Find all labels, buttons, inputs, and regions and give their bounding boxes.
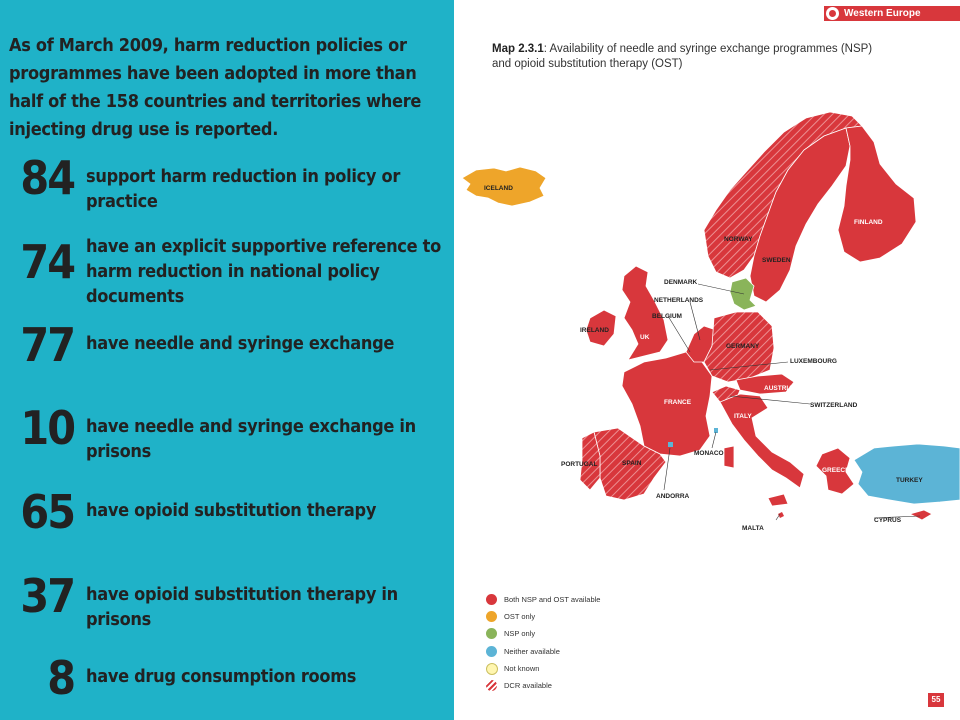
report-page [454, 0, 960, 720]
label-spain: SPAIN [622, 460, 642, 467]
stat-number: 8 [47, 651, 74, 705]
legend-label: OST only [504, 612, 536, 622]
label-switzerland: SWITZERLAND [810, 402, 858, 409]
page-number: 55 [928, 693, 944, 707]
label-denmark: DENMARK [664, 279, 698, 286]
legend-item [484, 644, 684, 661]
map-title-text: : Availability of needle and syringe exchange programmes (NSP) and opioid substitution therapy (OST) [492, 43, 873, 70]
stat-text: have an explicit supportive reference to harm reduction in national policy documents [86, 236, 441, 307]
label-belgium: BELGIUM [652, 313, 682, 320]
stat-row [0, 152, 454, 212]
label-netherlands: NETHERLANDS [654, 297, 704, 304]
intro-text: As of March 2009, harm reduction policies or programmes have been adopted in more than half of the 158 countries and territories where injecting drug use is reported. [9, 35, 422, 140]
legend-swatch-dcr [486, 680, 497, 691]
label-monaco: MONACO [694, 450, 724, 457]
country-turkey [854, 444, 960, 504]
island-sardinia [724, 446, 734, 468]
legend-item [484, 592, 684, 609]
label-finland: FINLAND [854, 219, 883, 226]
stat-row [0, 652, 454, 712]
label-france: FRANCE [664, 399, 692, 406]
stat-number: 84 [20, 151, 74, 205]
stat-number: 77 [20, 318, 74, 372]
stat-row [0, 570, 454, 630]
stat-text: have opioid substitution therapy [86, 500, 377, 521]
stat-text: have needle and syringe exchange in prisons [86, 416, 416, 462]
label-italy: ITALY [734, 413, 752, 420]
stat-number: 65 [20, 485, 74, 539]
country-cyprus [910, 510, 932, 520]
stat-row [0, 319, 454, 379]
stat-number: 37 [20, 569, 74, 623]
stat-row [0, 486, 454, 546]
legend-item [484, 626, 684, 643]
label-ireland: IRELAND [580, 327, 609, 334]
stat-number: 74 [20, 235, 74, 289]
legend-swatch-neither [486, 646, 497, 657]
legend-swatch-unknown [486, 663, 498, 675]
stat-text: have opioid substitution therapy in prisons [86, 584, 398, 630]
legend-label: Both NSP and OST available [504, 595, 601, 604]
stat-row [0, 234, 454, 307]
label-germany: GERMANY [726, 343, 760, 350]
label-luxembourg: LUXEMBOURG [790, 358, 837, 365]
legend-swatch-both [486, 594, 497, 605]
label-iceland: ICELAND [484, 185, 513, 192]
stat-number: 10 [20, 401, 74, 455]
left-panel [0, 0, 454, 720]
section-label: Western Europe [844, 8, 921, 19]
label-malta: MALTA [742, 525, 764, 532]
legend-label: Neither available [504, 646, 560, 656]
legend-item [484, 678, 684, 695]
country-malta [778, 512, 784, 518]
legend-swatch-nsp [486, 628, 497, 639]
country-andorra [668, 442, 673, 447]
label-andorra: ANDORRA [656, 493, 690, 500]
map-legend [484, 592, 684, 695]
label-sweden: SWEDEN [762, 257, 791, 264]
label-portugal: PORTUGAL [561, 461, 598, 468]
label-austria: AUSTRIA [764, 385, 793, 392]
stat-text: have drug consumption rooms [86, 666, 357, 687]
label-greece: GREECE [822, 467, 850, 474]
legend-label: NSP only [504, 629, 536, 639]
label-cyprus: CYPRUS [874, 517, 902, 524]
label-uk: UK [640, 334, 650, 341]
stat-text: have needle and syringe exchange [86, 333, 395, 354]
stat-text: support harm reduction in policy or practice [86, 166, 401, 212]
country-finland [838, 126, 916, 262]
legend-label: Not known [504, 663, 540, 673]
stat-row [0, 402, 454, 462]
label-norway: NORWAY [724, 236, 753, 243]
map-title-number: Map 2.3.1 [492, 43, 544, 55]
legend-item [484, 661, 684, 678]
label-turkey: TURKEY [896, 477, 923, 484]
country-italy [720, 394, 804, 488]
legend-label: DCR available [504, 680, 552, 690]
legend-swatch-ost [486, 611, 497, 622]
island-sicily [768, 494, 788, 506]
legend-item [484, 609, 684, 626]
